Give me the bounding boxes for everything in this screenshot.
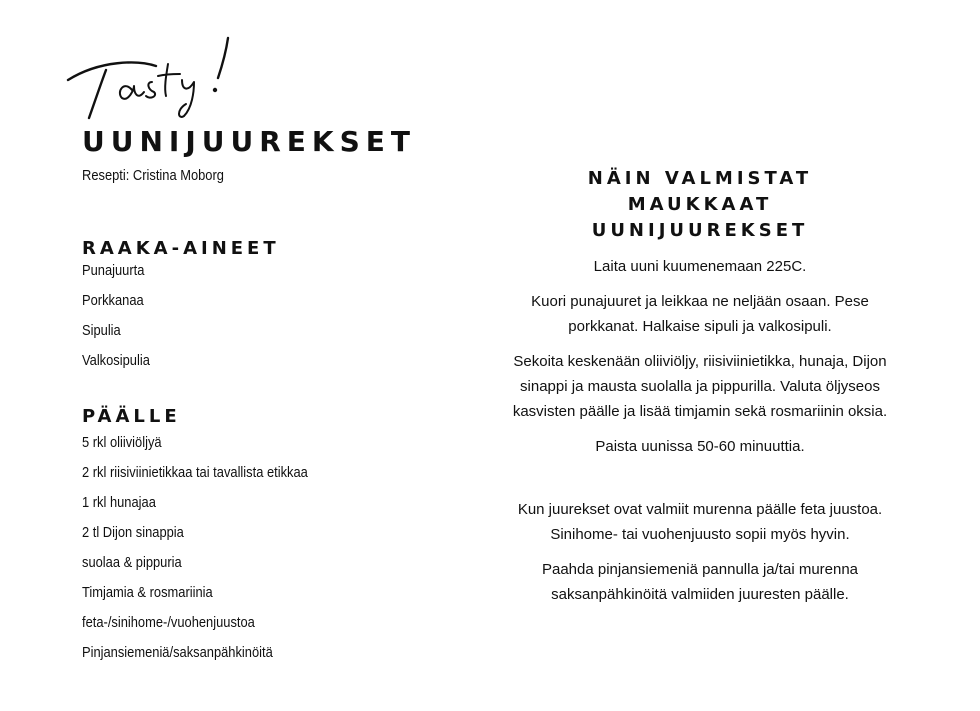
logo-excl-dot: [213, 88, 217, 92]
section-paalle: [82, 406, 482, 668]
logo-stroke-a: [120, 86, 144, 99]
method-heading-line: UUNIJUUREKSET: [591, 220, 809, 241]
method-step: Kuori punajuuret ja leikkaa ne neljään osaan. Pese porkkanat. Halkaise sipuli ja valkosipuli.: [531, 293, 869, 335]
ingredient-item: Timjamia & rosmariinia: [82, 584, 213, 601]
method-step: Sekoita keskenään oliiviöljy, riisiviinietikka, hunaja, Dijon sinappi ja mausta suolalla ja pippurilla. Valuta öljyseos kasvisten päälle ja lisää timjamin sekä rosmariinin oksia.: [512, 353, 888, 420]
ingredient-item: Porkkanaa: [82, 292, 144, 309]
logo-stroke-s: [146, 82, 155, 98]
ingredient-item: Punajuurta: [82, 262, 145, 279]
method-heading-line: MAUKKAAT: [627, 194, 773, 215]
ingredient-item: 2 tl Dijon sinappia: [82, 524, 184, 541]
method-step: Laita uuni kuumenemaan 225C.: [593, 258, 807, 275]
logo-stroke-t-stem: [89, 70, 106, 118]
method-step: Kun juurekset ovat valmiit murenna päälle feta juustoa. Sinihome- tai vuohenjuusto sopii myös hyvin.: [517, 501, 883, 543]
ingredient-list: [82, 256, 482, 376]
ingredient-list: [82, 428, 482, 668]
logo-stroke-t2: [158, 64, 180, 96]
section-heading: PÄÄLLE: [82, 406, 181, 427]
section-heading: RAAKA-AINEET: [82, 238, 280, 259]
logo-stroke-excl: [218, 38, 228, 78]
ingredients-column: [82, 124, 482, 668]
logo-stroke-t-bar: [68, 63, 156, 80]
tasty-logo: [60, 30, 250, 122]
ingredient-item: 2 rkl riisiviinietikkaa tai tavallista etikkaa: [82, 464, 308, 481]
logo-stroke-y: [179, 80, 194, 117]
ingredient-item: 5 rkl oliiviöljyä: [82, 434, 162, 451]
method-steps: [500, 254, 900, 607]
ingredient-item: Valkosipulia: [82, 352, 150, 369]
method-column: [500, 166, 900, 617]
ingredient-item: 1 rkl hunajaa: [82, 494, 156, 511]
ingredient-item: Pinjansiemeniä/saksanpähkinöitä: [82, 644, 273, 661]
method-heading: [500, 166, 900, 244]
ingredient-item: suolaa & pippuria: [82, 554, 182, 571]
section-raaka-aineet: [82, 238, 482, 376]
recipe-title: UUNIJUUREKSET: [82, 125, 416, 158]
method-step: Paahda pinjansiemeniä pannulla ja/tai murenna saksanpähkinöitä valmiiden juuresten päälle.: [541, 561, 859, 603]
ingredient-item: feta-/sinihome-/vuohenjuustoa: [82, 614, 255, 631]
ingredient-item: Sipulia: [82, 322, 121, 339]
method-heading-line: NÄIN VALMISTAT: [587, 168, 813, 189]
recipe-byline: Resepti: Cristina Moborg: [82, 167, 224, 184]
method-step: Paista uunissa 50-60 minuuttia.: [595, 438, 805, 455]
